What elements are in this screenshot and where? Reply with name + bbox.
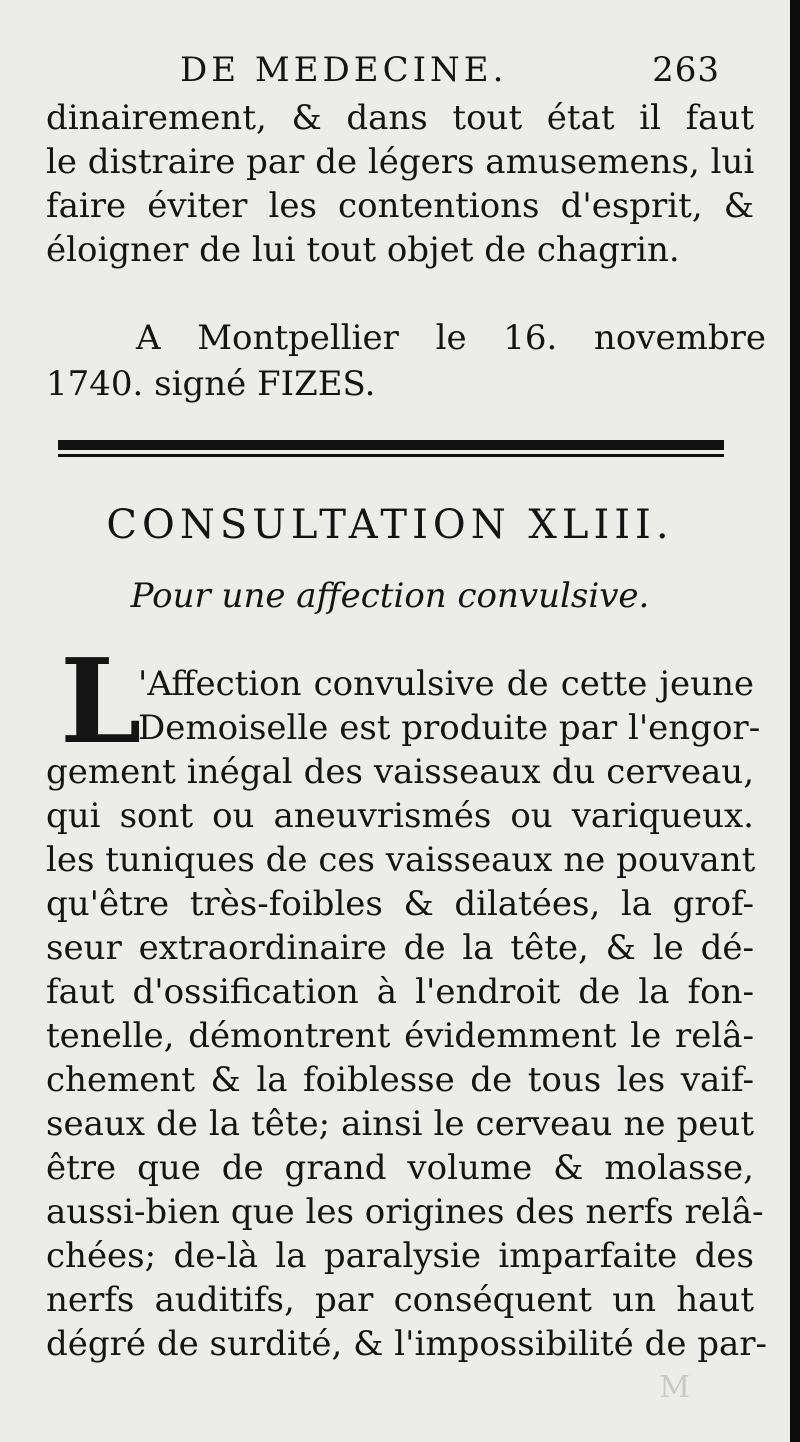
page-footer xyxy=(90,1370,690,1410)
drop-cap: L xyxy=(60,634,142,770)
divider-thick-line xyxy=(58,440,724,450)
running-head xyxy=(180,50,720,90)
divider-thin-line xyxy=(58,454,724,457)
text-line: faut d'ossification à l'endroit de la fon- xyxy=(46,972,754,1012)
section-divider xyxy=(58,440,724,458)
consultation-subheading: Pour une affection convulsive. xyxy=(130,576,650,616)
signature-mark: M xyxy=(659,1370,690,1405)
text-line: aussi-bien que les origines des nerfs relâ- xyxy=(46,1192,764,1232)
text-line: dégré de surdité, & l'impossibilité de par- xyxy=(46,1324,768,1364)
text-line: seaux de la tête; ainsi le cerveau ne peut xyxy=(46,1104,754,1144)
text-line: chement & la foiblesse de tous les vaif- xyxy=(46,1060,754,1100)
consultation-heading: CONSULTATION XLIII. xyxy=(106,502,674,548)
text-line: être que de grand volume & molasse, xyxy=(46,1148,754,1188)
text-line: Demoiselle est produite par l'engor- xyxy=(138,708,761,748)
running-head-title: DE MEDECINE. xyxy=(180,50,508,90)
text-line: qu'être très-foibles & dilatées, la grof- xyxy=(46,884,754,924)
page-number: 263 xyxy=(652,50,720,90)
text-line: qui sont ou aneuvrismés ou variqueux. xyxy=(46,796,754,836)
text-line: tenelle, démontrent évidemment le relâ- xyxy=(46,1016,754,1056)
text-line: seur extraordinaire de la tête, & le dé- xyxy=(46,928,754,968)
text-line: dinairement, & dans tout état il faut xyxy=(46,98,754,138)
text-line: faire éviter les contentions d'esprit, & xyxy=(46,186,754,226)
text-line: nerfs auditifs, par conséquent un haut xyxy=(46,1280,754,1320)
text-line: chées; de-là la paralysie imparfaite des xyxy=(46,1236,754,1276)
text-line: éloigner de lui tout objet de chagrin. xyxy=(46,230,680,270)
text-line: les tuniques de ces vaisseaux ne pouvant xyxy=(46,840,756,880)
signature-signed: 1740. signé FIZES. xyxy=(46,364,376,404)
text-line: le distraire par de légers amusemens, lui xyxy=(46,142,755,182)
signature-place-date: A Montpellier le 16. novembre xyxy=(136,318,766,358)
text-line: 'Affection convulsive de cette jeune xyxy=(138,664,754,704)
text-line: gement inégal des vaisseaux du cerveau, xyxy=(46,752,754,792)
page-edge-shadow xyxy=(790,0,800,1442)
